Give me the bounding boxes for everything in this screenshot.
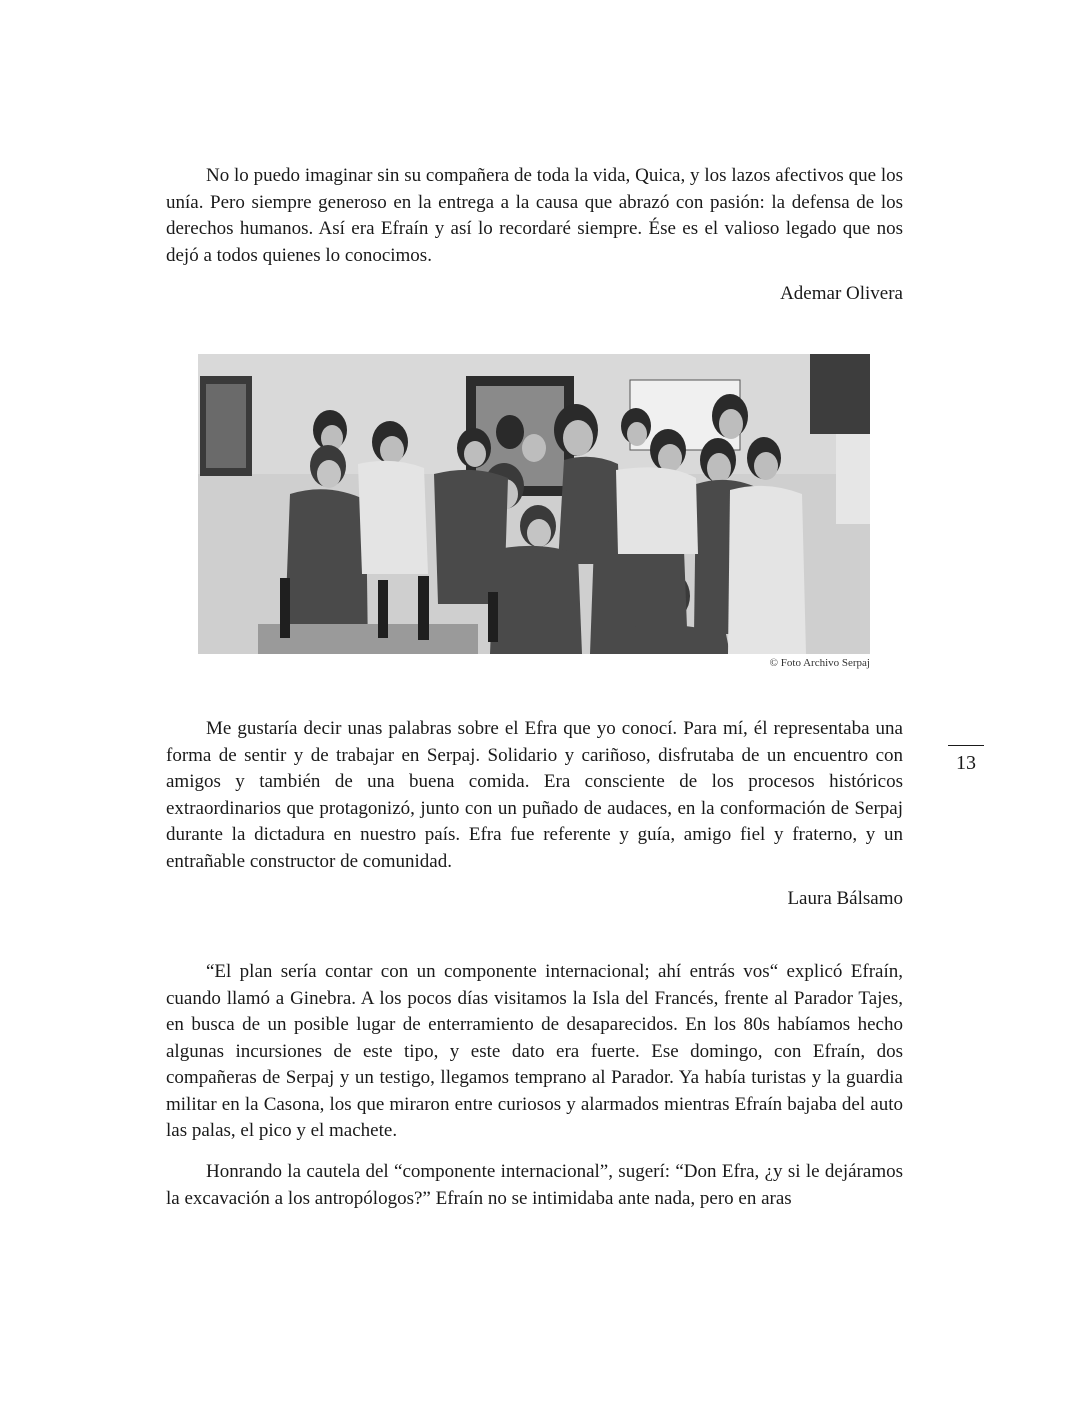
photo-credit: © Foto Archivo Serpaj (769, 657, 870, 669)
paragraph-olivera: No lo puedo imaginar sin su compañera de toda la vida, Quica, y los lazos afectivos que los unía. Pero siempre generoso en la entrega a la causa que abrazó con pasión: la defensa de los derechos humanos. Así era Efraín y así lo recordaré siempre. Ése es el valioso legado que nos dejó a todos quienes lo conocimos. (166, 165, 903, 266)
paragraph-balsamo: Me gustaría decir unas palabras sobre el Efra que yo conocí. Para mí, él representaba una forma de sentir y de trabajar en Serpaj. Solidario y cariñoso, disfrutaba de un encuentro con amigos y también de una buena comida. Era consciente de los procesos históricos extraordinarios que protagonizó, junto con un puñado de audaces, en la conformación de Serpaj durante la dictadura en nuestro país. Efra fue referente y guía, amigo fiel y fraterno, y un entrañable constructor de comunidad. (166, 718, 903, 872)
paragraph-plan: “El plan sería contar con un componente internacional; ahí entrás vos“ explicó Efraín, cuando llamó a Ginebra. A los pocos días visitamos la Isla del Francés, frente al Parador Tajes, en busca de un posible lugar de enterramiento de desaparecidos. En los 80s habíamos hecho algunas incursiones de este tipo, y este dato era fuerte. Ese domingo, con Efraín, dos compañeras de Serpaj y un testigo, llegamos temprano al Parador. Ya había turistas y la guardia militar en la Casona, los que miraron entre curiosos y alarmados mientras Efraín bajaba del auto las palas, el pico y el machete. (166, 961, 903, 1141)
page-number: 13 (956, 752, 976, 774)
group-photo (198, 354, 870, 654)
signature-laura-balsamo: Laura Bálsamo (787, 888, 903, 909)
page-number-rule (948, 745, 984, 746)
paragraph-honrando: Honrando la cautela del “componente internacional”, sugerí: “Don Efra, ¿y si le dejáramos la excavación a los antropólogos?” Efraín no se intimidaba ante nada, pero en aras (166, 1161, 903, 1209)
group-photo-illustration (198, 354, 870, 654)
signature-ademar-olivera: Ademar Olivera (780, 283, 903, 304)
